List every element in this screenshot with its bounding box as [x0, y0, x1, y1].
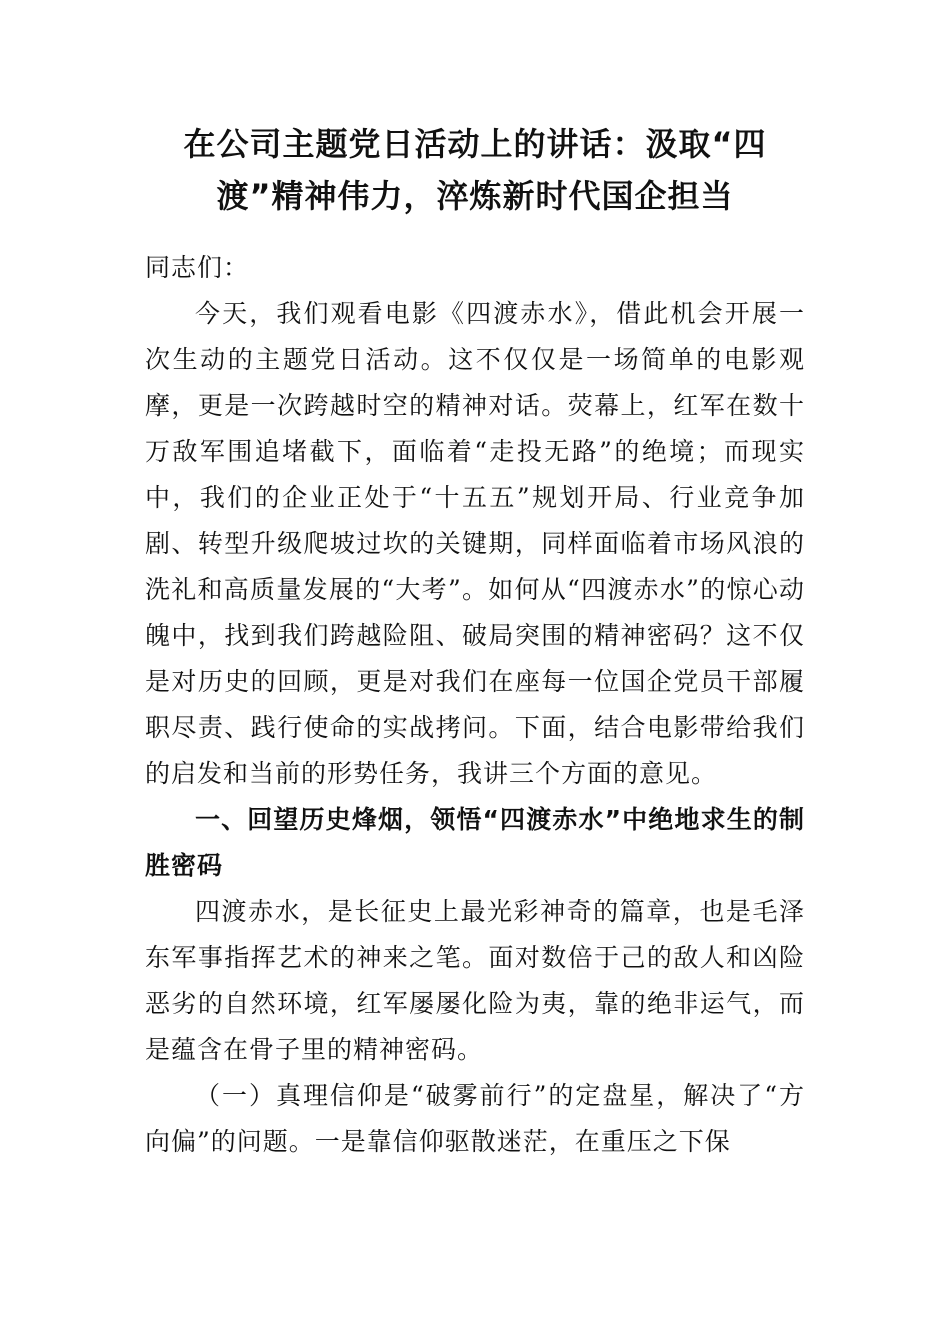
intro-paragraph: 今天，我们观看电影《四渡赤水》，借此机会开展一次生动的主题党日活动。这不仅仅是一场简单的电影观摩，更是一次跨越时空的精神对话。荧幕上，红军在数十万敌军围追堵截下，面临着“走投无路”的绝境；而现实中，我们的企业正处于“十五五”规划开局、行业竞争加剧、转型升级爬坡过坎的关键期，同样面临着市场风浪的洗礼和高质量发展的“大考”。如何从“四渡赤水”的惊心动魄中，找到我们跨越险阻、破局突围的精神密码？这不仅是对历史的回顾，更是对我们在座每一位国企党员干部履职尽责、践行使命的实战拷问。下面，结合电影带给我们的启发和当前的形势任务，我讲三个方面的意见。 [145, 299, 805, 788]
section-1-paragraph: 四渡赤水，是长征史上最光彩神奇的篇章，也是毛泽东军事指挥艺术的神来之笔。面对数倍于己的敌人和凶险恶劣的自然环境，红军屡屡化险为夷，靠的绝非运气，而是蕴含在骨子里的精神密码。 [145, 897, 805, 1064]
subsection-1-paragraph: （一）真理信仰是“破雾前行”的定盘星，解决了“方向偏”的问题。一是靠信仰驱散迷茫，在重压之下保 [145, 1081, 805, 1156]
document-body [145, 245, 805, 1165]
document-title: 在公司主题党日活动上的讲话：汲取“四渡”精神伟力，淬炼新时代国企担当 [183, 125, 767, 215]
section-heading-1: 一、回望历史烽烟，领悟“四渡赤水”中绝地求生的制胜密码 [145, 805, 805, 880]
salutation: 同志们： [145, 253, 250, 282]
